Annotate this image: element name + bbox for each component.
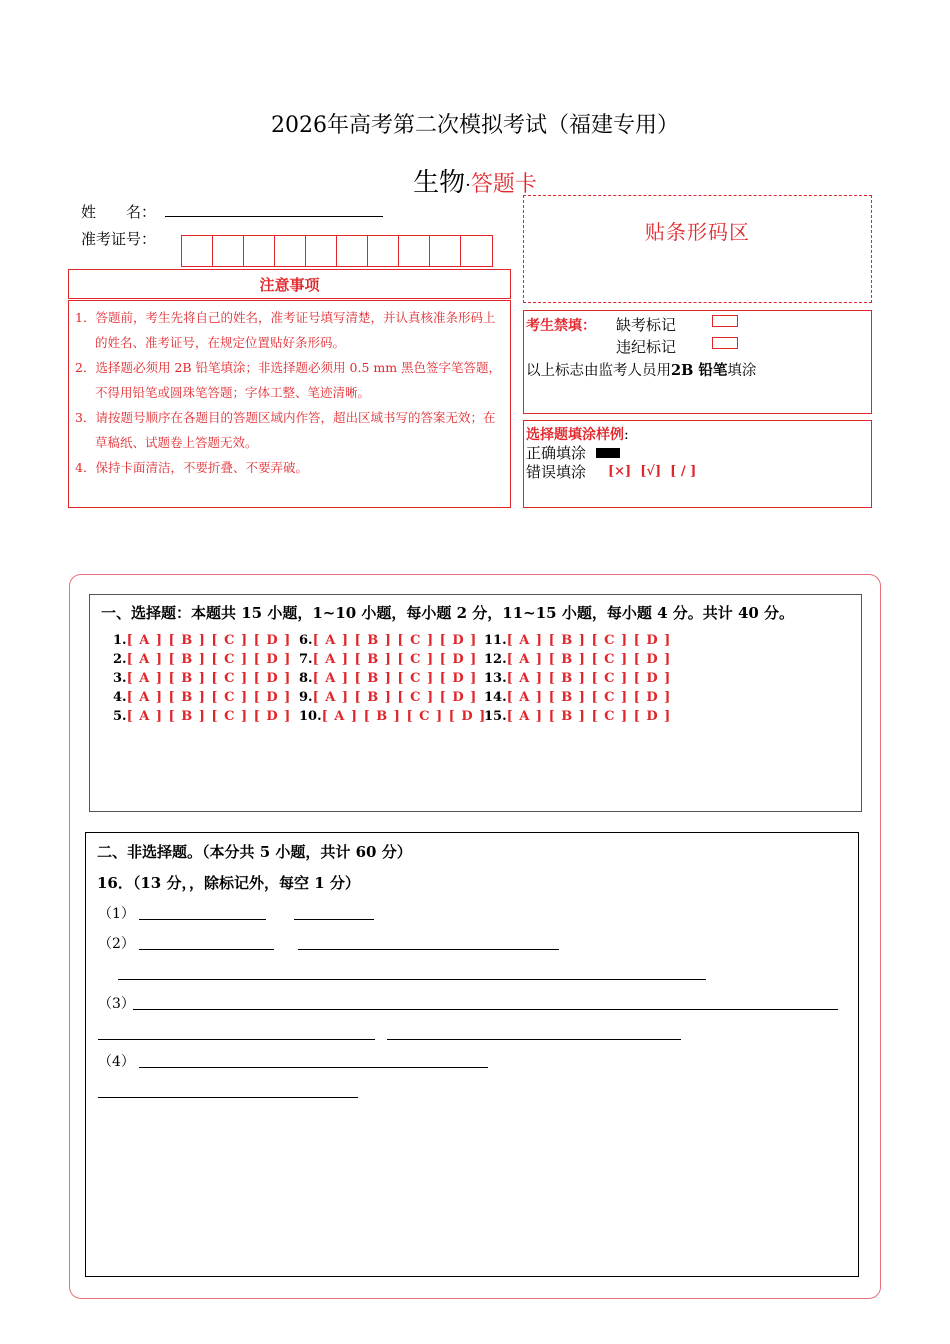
subtitle (0, 162, 950, 199)
barcode-area (523, 195, 872, 303)
mc-question-7: 7.[ A ] [ B ] [ C ] [ D ] (299, 652, 478, 667)
violation-mark[interactable] (712, 337, 738, 349)
answer-blank[interactable] (98, 1039, 375, 1040)
id-digit-box[interactable] (368, 236, 399, 266)
notice-body (68, 300, 511, 508)
sample-title-wrap (526, 424, 629, 444)
name-label: 姓 名： (81, 203, 157, 221)
forbid-note-post: 填涂 (727, 363, 757, 379)
notice-item: 4．保持卡面清洁，不要折叠、不要弄破。 (75, 460, 308, 475)
id-digit-box[interactable] (182, 236, 213, 266)
mc-question-6: 6.[ A ] [ B ] [ C ] [ D ] (299, 633, 478, 648)
name-field[interactable] (165, 216, 383, 217)
sample-title: 选择题填涂样例 (526, 427, 624, 443)
mc-question-4: 4.[ A ] [ B ] [ C ] [ D ] (113, 690, 292, 705)
part-4-label: （4） (98, 1054, 135, 1070)
mc-question-12: 12.[ A ] [ B ] [ C ] [ D ] (484, 652, 672, 667)
exam-title: 2026年高考第二次模拟考试（福建专用） (271, 113, 679, 138)
answer-card-label: 答题卡 (470, 172, 537, 197)
barcode-label: 贴条形码区 (645, 220, 750, 244)
multiple-choice-section (89, 594, 862, 812)
mc-question-9: 9.[ A ] [ B ] [ C ] [ D ] (299, 690, 478, 705)
answer-blank[interactable] (98, 1097, 358, 1098)
mc-options[interactable]: [ A ] [ B ] [ C ] [ D ] (126, 652, 292, 667)
answer-blank[interactable] (133, 1009, 838, 1010)
mc-options[interactable]: [ A ] [ B ] [ C ] [ D ] (506, 690, 672, 705)
id-digit-box[interactable] (399, 236, 430, 266)
part-1-label: （1） (98, 906, 135, 922)
id-digit-box[interactable] (306, 236, 337, 266)
mc-question-11: 11.[ A ] [ B ] [ C ] [ D ] (484, 633, 672, 648)
id-digit-box[interactable] (244, 236, 275, 266)
id-label: 准考证号： (81, 230, 157, 248)
part-3-label: （3） (98, 996, 135, 1012)
id-digit-box[interactable] (337, 236, 368, 266)
mc-question-14: 14.[ A ] [ B ] [ C ] [ D ] (484, 690, 672, 705)
notice-title: 注意事项 (68, 269, 511, 299)
exam-id-boxes[interactable] (181, 235, 493, 267)
answer-blank[interactable] (118, 979, 706, 980)
fill-sample-box (523, 420, 872, 508)
absent-mark[interactable] (712, 315, 738, 327)
mc-options[interactable]: [ A ] [ B ] [ C ] [ D ] (126, 690, 292, 705)
mc-question-2: 2.[ A ] [ B ] [ C ] [ D ] (113, 652, 292, 667)
forbid-title: 考生禁填： (526, 318, 596, 334)
forbid-note-bold: 2B 铅笔 (671, 362, 728, 379)
correct-fill-sample (596, 448, 620, 458)
notice-item: 2．选择题必须用 2B 铅笔填涂；非选择题必须用 0.5 mm 黑色签字笔答题，不得用铅笔或圆珠笔答题；字体工整、笔迹清晰。 (75, 360, 502, 400)
mc-question-15: 15.[ A ] [ B ] [ C ] [ D ] (484, 709, 672, 724)
subtitle-dot: · (465, 175, 471, 196)
absent-label: 缺考标记 (616, 316, 677, 334)
answer-blank[interactable] (139, 919, 266, 920)
answer-blank[interactable] (387, 1039, 681, 1040)
mc-question-1: 1.[ A ] [ B ] [ C ] [ D ] (113, 633, 292, 648)
mc-options[interactable]: [ A ] [ B ] [ C ] [ D ] (126, 709, 292, 724)
forbid-note-pre: 以上标志由监考人员用 (526, 363, 671, 379)
mc-question-8: 8.[ A ] [ B ] [ C ] [ D ] (299, 671, 478, 686)
notice-item: 1．答题前，考生先将自己的姓名，准考证号填写清楚，并认真核准条形码上的姓名、准考证号，在规定位置贴好条形码。 (75, 310, 496, 350)
mc-options[interactable]: [ A ] [ B ] [ C ] [ D ] (312, 633, 478, 648)
answer-blank[interactable] (298, 949, 559, 950)
notice-item: 3．请按题号顺序在各题目的答题区域内作答，超出区域书写的答案无效；在草稿纸、试题卷上答题无效。 (75, 410, 496, 450)
mc-options[interactable]: [ A ] [ B ] [ C ] [ D ] (321, 709, 487, 724)
mc-options[interactable]: [ A ] [ B ] [ C ] [ D ] (126, 671, 292, 686)
answer-blank[interactable] (139, 1067, 488, 1068)
forbid-note (526, 359, 756, 380)
mc-question-10: 10.[ A ] [ B ] [ C ] [ D ] (299, 709, 487, 724)
wrong-label: 错误填涂 (526, 463, 587, 481)
correct-label: 正确填涂 (526, 444, 587, 462)
mc-question-3: 3.[ A ] [ B ] [ C ] [ D ] (113, 671, 292, 686)
answer-blank[interactable] (139, 949, 274, 950)
mc-options[interactable]: [ A ] [ B ] [ C ] [ D ] (312, 671, 478, 686)
subject-name: 生物 (413, 168, 466, 198)
wrong-fill-samples: [×] [√] [ / ] (608, 464, 697, 479)
violation-label: 违纪标记 (616, 338, 677, 356)
mc-options[interactable]: [ A ] [ B ] [ C ] [ D ] (506, 709, 672, 724)
non-choice-section (85, 832, 859, 1277)
question-16-heading: 16．（13 分，，除标记外，每空 1 分） (97, 874, 360, 892)
id-digit-box[interactable] (275, 236, 306, 266)
answer-blank[interactable] (294, 919, 374, 920)
mc-options[interactable]: [ A ] [ B ] [ C ] [ D ] (506, 652, 672, 667)
mc-options[interactable]: [ A ] [ B ] [ C ] [ D ] (506, 671, 672, 686)
id-digit-box[interactable] (430, 236, 461, 266)
id-digit-box[interactable] (461, 236, 492, 266)
section2-heading: 二、非选择题。（本分共 5 小题，共计 60 分） (97, 843, 412, 861)
proctor-only-box (523, 310, 872, 414)
mc-question-5: 5.[ A ] [ B ] [ C ] [ D ] (113, 709, 292, 724)
mc-options[interactable]: [ A ] [ B ] [ C ] [ D ] (506, 633, 672, 648)
mc-options[interactable]: [ A ] [ B ] [ C ] [ D ] (312, 652, 478, 667)
section1-heading: 一、选择题：本题共 15 小题，1~10 小题，每小题 2 分，11~15 小题，每小题 4 分。共计 40 分。 (101, 604, 795, 622)
mc-options[interactable]: [ A ] [ B ] [ C ] [ D ] (126, 633, 292, 648)
mc-options[interactable]: [ A ] [ B ] [ C ] [ D ] (312, 690, 478, 705)
mc-column-2 (299, 631, 486, 726)
sample-colon: : (624, 427, 629, 443)
id-digit-box[interactable] (213, 236, 244, 266)
mc-question-13: 13.[ A ] [ B ] [ C ] [ D ] (484, 671, 672, 686)
mc-column-1 (113, 631, 291, 726)
part-2-label: （2） (98, 936, 135, 952)
mc-column-3 (484, 631, 671, 726)
